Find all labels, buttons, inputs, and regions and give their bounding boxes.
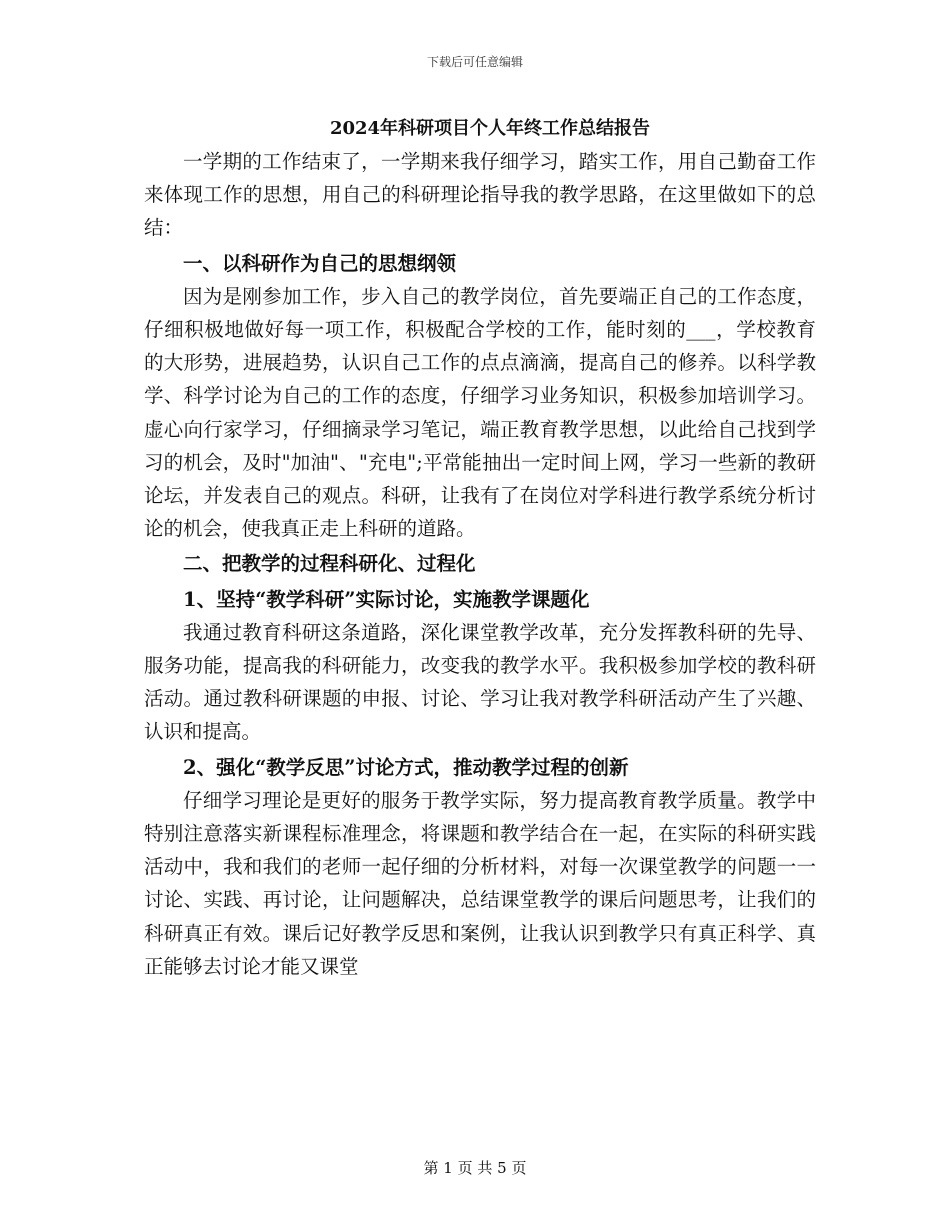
subsection-2-paragraph: 仔细学习理论是更好的服务于教学实际，努力提高教育教学质量。教学中特别注意落实新课程标准理念，将课题和教学结合在一起，在实际的科研实践活动中，我和我们的老师一起仔细的分析材料，对每一次课堂教学的问题一一讨论、实践、再讨论，让问题解决，总结课堂教学的课后问题思考，让我们的科研真正有效。课后记好教学反思和案例，让我认识到教学只有真正科学、真正能够去讨论才能又课堂 [144,788,816,978]
intro-paragraph: 一学期的工作结束了，一学期来我仔细学习，踏实工作，用自己勤奋工作来体现工作的思想，用自己的科研理论指导我的教学思路，在这里做如下的总结： [144,150,816,240]
section-1-paragraph: 因为是刚参加工作，步入自己的教学岗位，首先要端正自己的工作态度，仔细积极地做好每一项工作，积极配合学校的工作，能时刻的___，学校教育的大形势，进展趋势，认识自己工作的点点滴滴，提高自己的修养。以科学教学、科学讨论为自己的工作的态度，仔细学习业务知识，积极参加培训学习。虚心向行家学习，仔细摘录学习笔记，端正教育教学思想，以此给自己找到学习的机会，及时"加油"、"充电";平常能抽出一定时间上网，学习一些新的教研论坛，并发表自己的观点。科研，让我有了在岗位对学科进行教学系统分析讨论的机会，使我真正走上科研的道路。 [144,284,816,541]
header-note: 下载后可任意编辑 [426,55,523,69]
document-title: 2024年科研项目个人年终工作总结报告 [329,118,651,139]
document-body [144,113,816,983]
page-number-footer: 第 1 页 共 5 页 [423,1159,527,1177]
section-1-heading: 一、以科研作为自己的思想纲领 [183,251,457,275]
subsection-1-heading: 1、坚持“教学科研”实际讨论，实施教学课题化 [183,587,590,611]
section-2-heading: 二、把教学的过程科研化、过程化 [183,552,476,576]
subsection-2-heading: 2、强化“教学反思”讨论方式，推动教学过程的创新 [183,755,629,779]
subsection-1-paragraph: 我通过教育科研这条道路，深化课堂教学改革，充分发挥教科研的先导、服务功能，提高我的科研能力，改变我的教学水平。我积极参加学校的教科研活动。通过教科研课题的申报、讨论、学习让我对教学科研活动产生了兴趣、认识和提高。 [144,620,816,744]
